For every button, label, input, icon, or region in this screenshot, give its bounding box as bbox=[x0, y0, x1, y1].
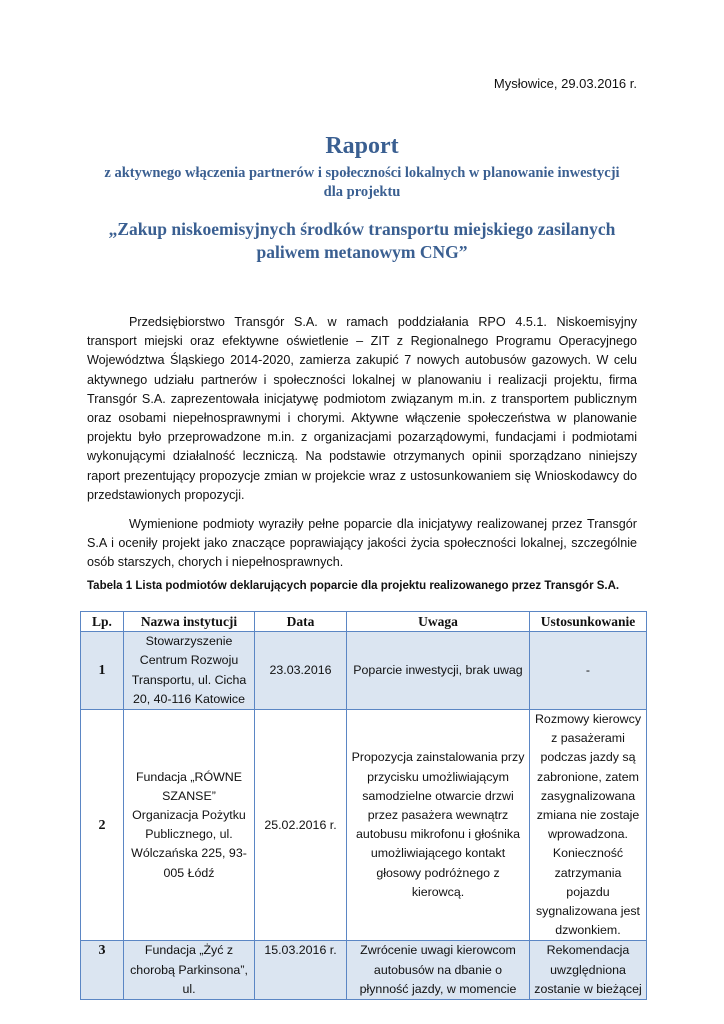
project-title: „Zakup niskoemisyjnych środków transportu miejskiego zasilanych paliwem metanowym CNG” bbox=[108, 219, 616, 262]
intro-paragraph: Przedsiębiorstwo Transgór S.A. w ramach poddziałania RPO 4.5.1. Niskoemisyjny transport miejski oraz efektywne oświetlenie – ZIT z Regionalnego Programu Operacyjnego Województwa Śląskiego 2014-2020, zamierza zakupić 7 nowych autobusów gazowych. W celu aktywnego udziału partnerów i społeczności lokalnej w planowaniu i realizacji projektu, firma Transgór S.A. zaprezentowała inicjatywę podmiotom związanym m.in. z transportem publicznym oraz osobami niepełnosprawnymi i chorymi. Aktywne włączenie społeczeństwa w planowanie projektu było przeprowadzone m.in. z organizacjami pozarządowymi, fundacjami i podmiotami wykonującymi działalność leczniczą. Na podstawie otrzymanych opinii sporządzano niniejszy raport prezentujący propozycje zmian w projekcie wraz z ustosunkowaniem się Wnioskodawcy do przedstawionych propozycji. bbox=[87, 315, 637, 502]
row-response: Rekomendacja uwzględniona zostanie w bieżącej bbox=[530, 941, 647, 1000]
row-date: 25.02.2016 r. bbox=[255, 710, 347, 941]
header-institution: Nazwa instytucji bbox=[124, 612, 255, 632]
report-subtitle: z aktywnego włączenia partnerów i społeczności lokalnych w planowanie inwestycji dla projektu bbox=[104, 165, 620, 200]
row-response: Rozmowy kierowcy z pasażerami podczas jazdy są zabronione, zatem zasygnalizowana zmiana nie zostaje wprowadzona. Konieczność zatrzymania pojazdu sygnalizowana jest dzwonkiem. bbox=[530, 710, 647, 941]
header-lp: Lp. bbox=[81, 612, 124, 632]
header-response: Ustosunkowanie bbox=[530, 612, 647, 632]
row-date: 23.03.2016 bbox=[255, 632, 347, 710]
row-lp: 3 bbox=[81, 941, 124, 1000]
table-row bbox=[81, 941, 647, 1000]
row-note: Propozycja zainstalowania przy przycisku umożliwiającym samodzielne otwarcie drzwi przez pasażera wewnątrz autobusu mikrofonu i głośnika umożliwiającego kontakt głosowy podróżnego z kierowcą. bbox=[347, 710, 530, 941]
row-lp: 1 bbox=[81, 632, 124, 710]
row-note: Poparcie inwestycji, brak uwag bbox=[347, 632, 530, 710]
table-header-row bbox=[81, 612, 647, 632]
row-institution: Fundacja „Żyć z chorobą Parkinsona”, ul. bbox=[124, 941, 255, 1000]
row-lp: 2 bbox=[81, 710, 124, 941]
document-date: Mysłowice, 29.03.2016 r. bbox=[493, 76, 637, 91]
table-row bbox=[81, 632, 647, 710]
row-institution: Fundacja „RÓWNE SZANSE” Organizacja Pożytku Publicznego, ul. Wólczańska 225, 93-005 Łódź bbox=[124, 710, 255, 941]
header-date: Data bbox=[255, 612, 347, 632]
row-institution: Stowarzyszenie Centrum Rozwoju Transportu, ul. Cicha 20, 40-116 Katowice bbox=[124, 632, 255, 710]
row-response: - bbox=[530, 632, 647, 710]
support-table bbox=[80, 611, 647, 1000]
table-caption: Tabela 1 Lista podmiotów deklarujących poparcie dla projektu realizowanego przez Transgór S.A. bbox=[87, 580, 620, 592]
table-row bbox=[81, 710, 647, 941]
report-title: Raport bbox=[325, 133, 399, 159]
row-note: Zwrócenie uwagi kierowcom autobusów na dbanie o płynność jazdy, w momencie bbox=[347, 941, 530, 1000]
support-paragraph: Wymienione podmioty wyraziły pełne poparcie dla inicjatywy realizowanej przez Transgór S.A i oceniły projekt jako znaczące poprawiający jakości życia społeczności lokalnej, szczególnie osób starszych, chorych i niepełnosprawnych. bbox=[87, 517, 637, 570]
row-date: 15.03.2016 r. bbox=[255, 941, 347, 1000]
header-note: Uwaga bbox=[347, 612, 530, 632]
